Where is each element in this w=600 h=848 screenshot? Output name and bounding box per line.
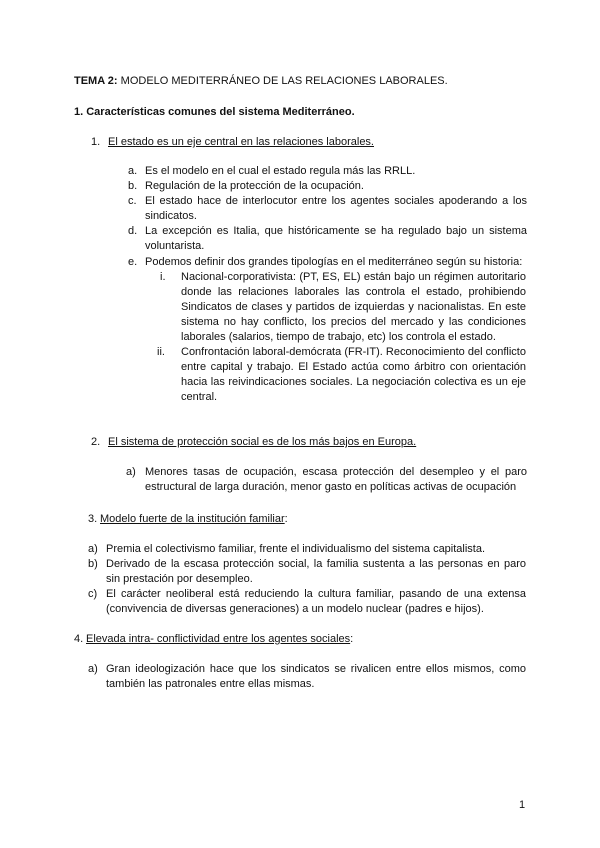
list-item: Podemos definir dos grandes tipologías en el mediterráneo según su historia: [145, 256, 523, 268]
document-title [74, 74, 448, 89]
list-item: El carácter neoliberal está reduciendo la cultura familiar, pasando de una extensa (convivencia de diversas generaciones) a un modelo nuclear (padres e hijos). [106, 588, 526, 615]
title-label: TEMA 2: [74, 75, 118, 87]
point-4-colon: : [350, 633, 354, 645]
list-item-marker: b. [128, 180, 138, 192]
point-2-heading: El sistema de protección social es de los más bajos en Europa. [108, 436, 417, 448]
point-3-number: 3. [88, 513, 98, 525]
list-item: Gran ideologización hace que los sindicatos se rivalicen entre ellos mismos, como también las patronales entre ellas mismas. [106, 663, 526, 690]
list-item: El estado hace de interlocutor entre los agentes sociales apoderando a los sindicatos. [145, 195, 527, 222]
point-3-heading: Modelo fuerte de la institución familiar [100, 513, 285, 525]
point-4-number: 4. [74, 633, 84, 645]
point-3-colon: : [284, 513, 288, 525]
sub-list-item-marker: ii. [157, 346, 165, 358]
point-3-heading-wrap [100, 512, 288, 527]
list-item: Premia el colectivismo familiar, frente el individualismo del sistema capitalista. [106, 543, 486, 555]
sub-list-item: Nacional-corporativista: (PT, ES, EL) están bajo un régimen autoritario donde las relaciones laborales las controla el estado, prohibiendo Sindicatos de clases y partidos de izquierdas y nacionalistas. En este sistema no hay conflicto, los precios del mercado y las condiciones laborales (salarios, tiempo de trabajo, etc) los controla el estado. [181, 271, 526, 343]
section-heading: 1. Características comunes del sistema Mediterráneo. [74, 106, 355, 118]
sub-list-item-marker: i. [160, 271, 166, 283]
list-item-marker: a. [128, 165, 138, 177]
point-1-number: 1. [91, 136, 101, 148]
point-4-heading: Elevada intra- conflictividad entre los agentes sociales [86, 633, 351, 645]
list-item-marker: e. [128, 256, 138, 268]
point-4-heading-wrap [86, 632, 353, 647]
list-item-marker: c) [88, 588, 98, 600]
list-item-marker: a) [88, 543, 98, 555]
list-item: La excepción es Italia, que históricamente se ha regulado bajo un sistema voluntarista. [145, 225, 527, 252]
list-item-marker: b) [88, 558, 98, 570]
list-item-marker: c. [128, 195, 137, 207]
list-item: Derivado de la escasa protección social, la familia sustenta a las personas en paro sin prestación por desempleo. [106, 558, 526, 585]
point-2-number: 2. [91, 436, 101, 448]
point-1-heading: El estado es un eje central en las relaciones laborales. [108, 136, 374, 148]
list-item: Es el modelo en el cual el estado regula más las RRLL. [145, 165, 416, 177]
title-text: MODELO MEDITERRÁNEO DE LAS RELACIONES LABORALES. [117, 75, 448, 87]
sub-list-item: Confrontación laboral-demócrata (FR-IT). Reconocimiento del conflicto entre capital y trabajo. El Estado actúa como árbitro con orientación hacia las reivindicaciones sociales. La negociación colectiva es un eje central. [181, 346, 526, 403]
list-item: Menores tasas de ocupación, escasa protección del desempleo y el paro estructural de larga duración, menor gasto en políticas activas de ocupación [145, 466, 527, 493]
list-item: Regulación de la protección de la ocupación. [145, 180, 364, 192]
list-item-marker: a) [88, 663, 98, 675]
list-item-marker: d. [128, 225, 138, 237]
page-number: 1 [519, 799, 526, 811]
list-item-marker: a) [126, 466, 136, 478]
